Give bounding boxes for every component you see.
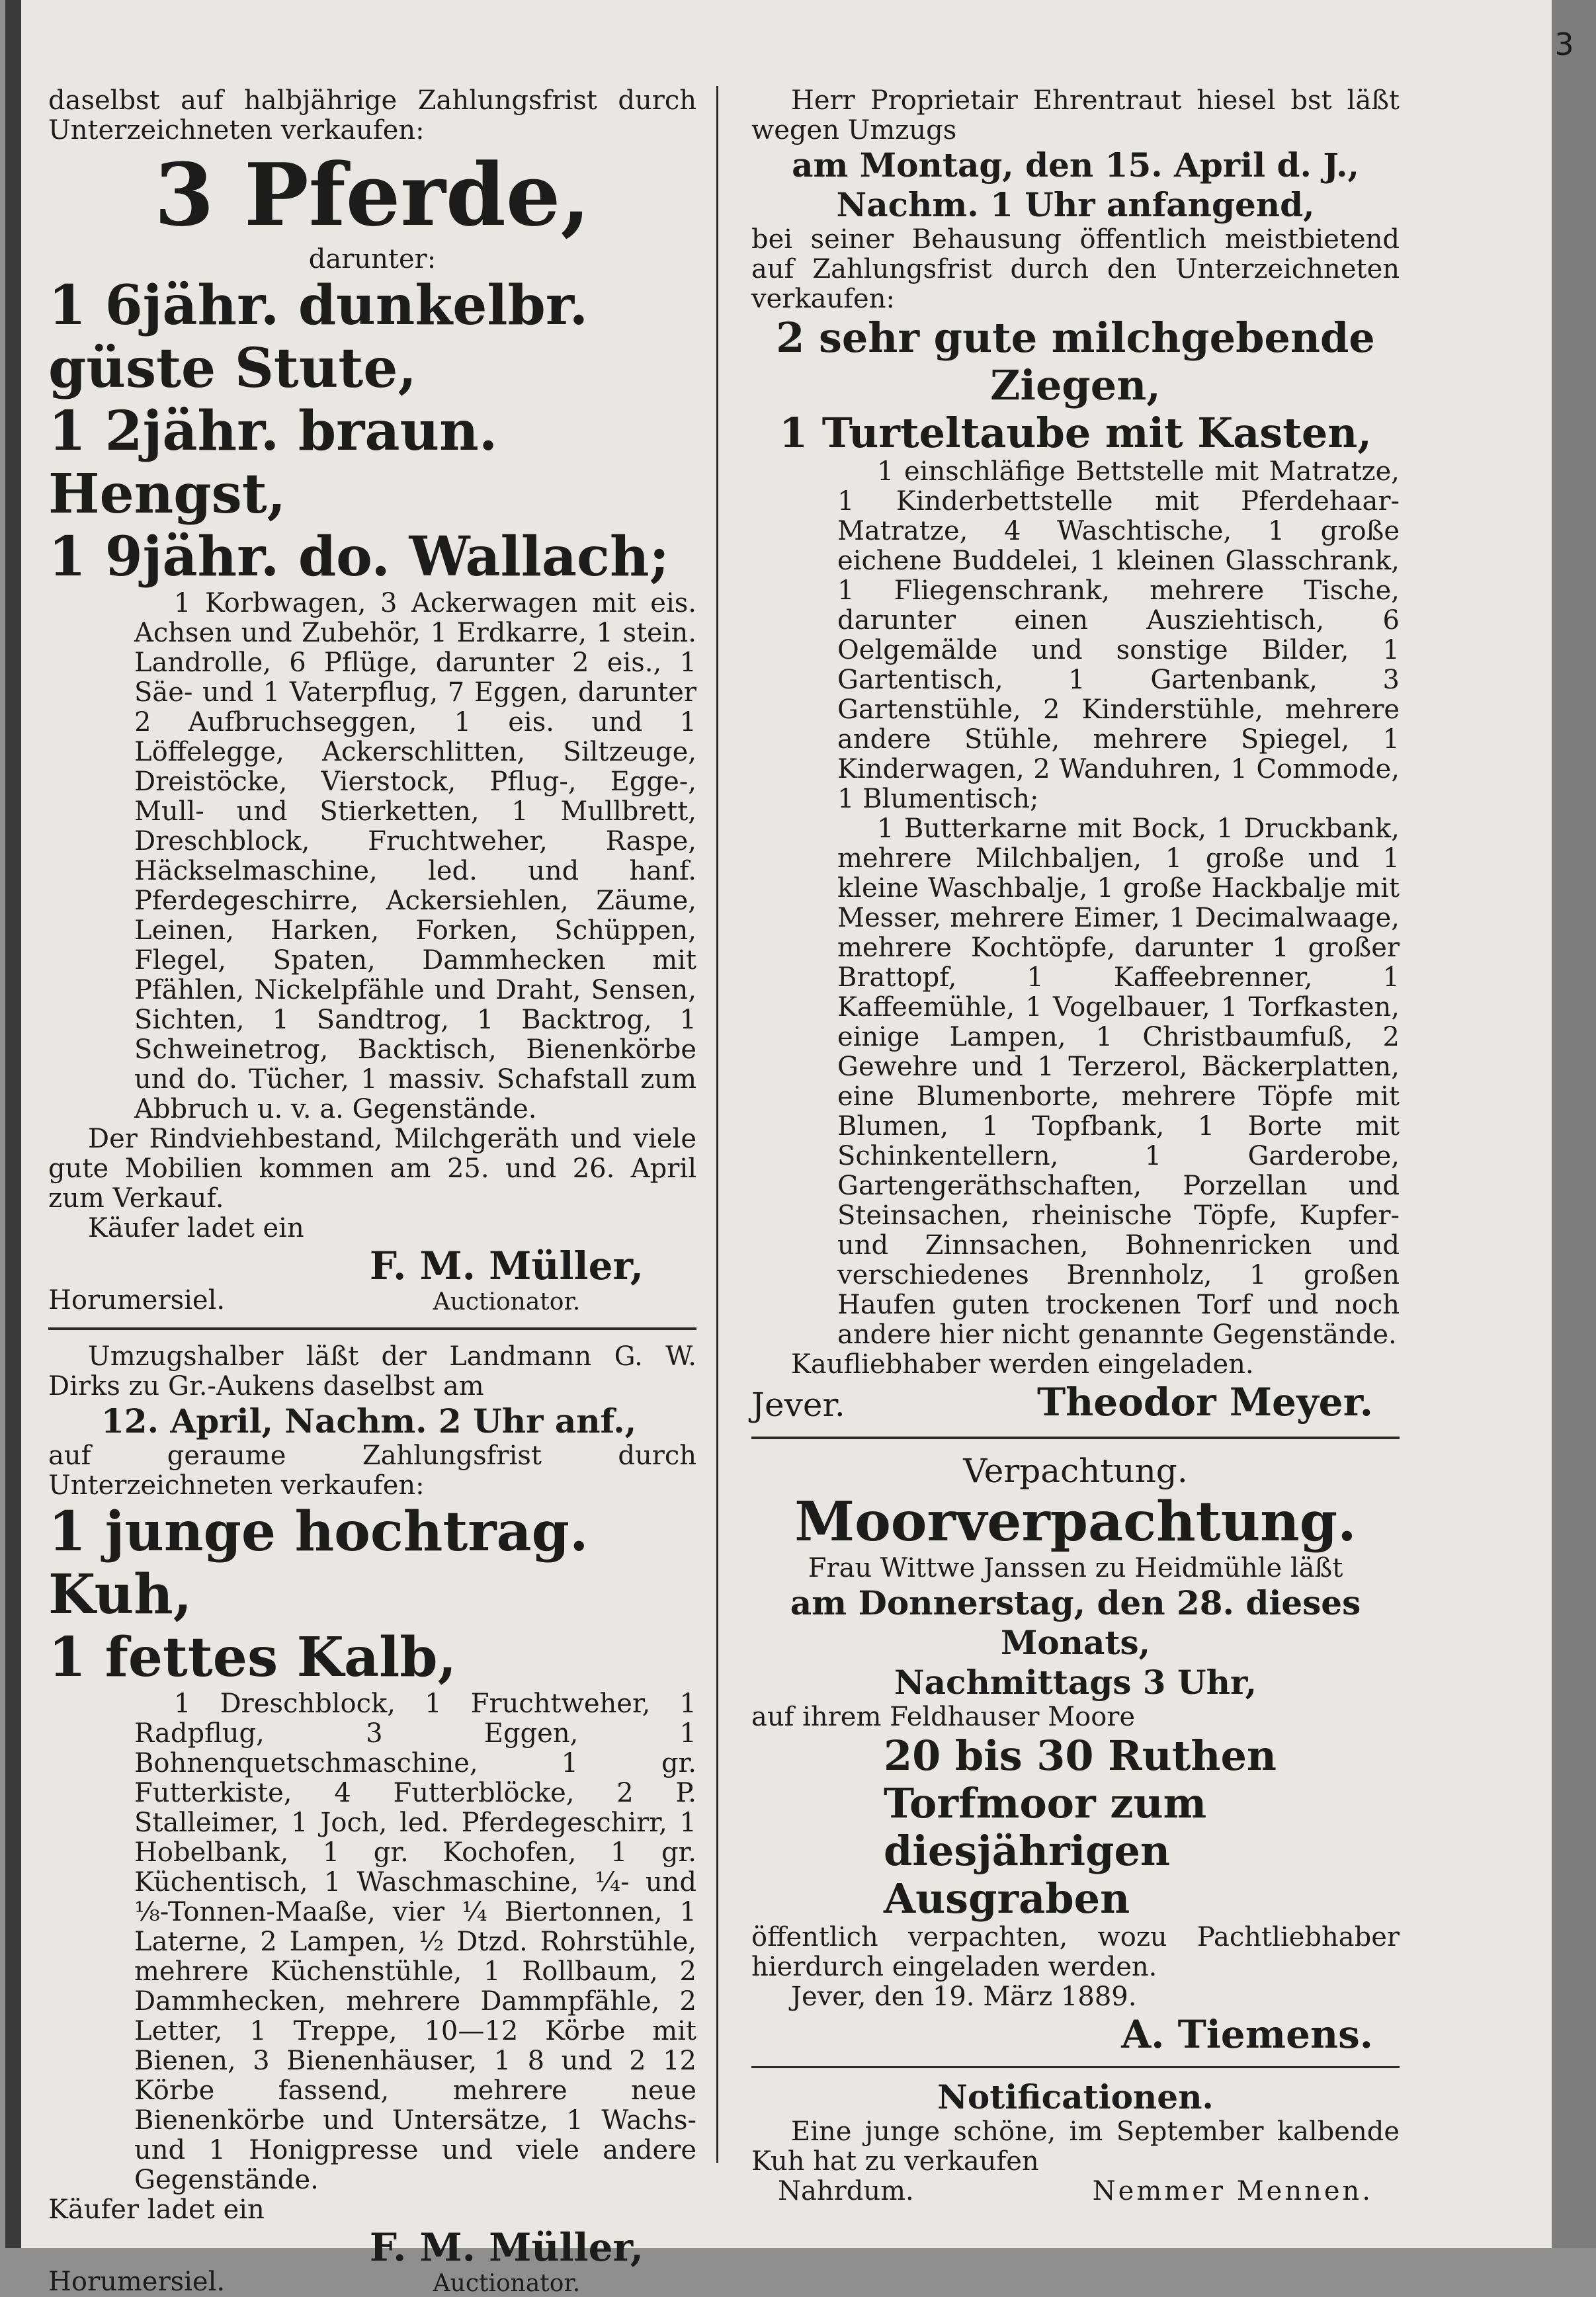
ad-note: Der Rindviehbestand, Milchgeräth und viele gute Mobilien kommen am 25. und 26. April zum Verkauf. (48, 1124, 696, 1214)
right-column (751, 86, 1400, 2206)
ad-location: auf ihrem Feldhauser Moore (751, 1702, 1136, 1732)
signer-title: Auctionator. (433, 1288, 581, 1316)
ad-place: Horumersiel. (48, 1285, 226, 1316)
ad-invite: Käufer ladet ein (88, 1213, 304, 1243)
page-left-edge (5, 0, 21, 2248)
ad-terms: bei seiner Behausung öffentlich meistbietend auf Zahlungsfrist durch den Unterzeichneten verkaufen: (751, 224, 1400, 314)
ad-household (751, 86, 1400, 1425)
ad-horses (48, 86, 696, 1316)
signer-name: Nemmer Mennen. (1092, 2176, 1373, 2206)
ad-place: Nahrdum. (778, 2176, 914, 2206)
ad-item-line: 1 9jähr. do. Wallach; (48, 525, 669, 589)
ad-items: 1 Dreschblock, 1 Fruchtweher, 1 Radpflug, 3 Eggen, 1 Bohnenquetschmaschine, 1 gr. Futterkiste, 4 Futterblöcke, 2 P. Stalleimer, 1 Joch, led. Pferdegeschirr, 1 Hobelbank, 1 gr. Kochofen, 1 gr. Küchentisch, 1 Waschmaschine, ¼- und ⅛-Tonnen-Maaße, vier ¼ Biertonnen, 1 Laterne, 2 Lampen, ½ Dtzd. Rohrstühle, mehrere Küchenstühle, 1 Rollbaum, 2 Dammhecken, mehrere Dammpfähle, 2 Letter, 1 Treppe, 10—12 Körbe mit Bienen, 3 Bienenhäuser, 1 8 und 2 12 Körbe fassend, mehrere neue Bienenkörbe und Untersätze, 1 Wachs- und 1 Honigpresse und viele andere Gegenstände. (134, 1689, 696, 2195)
ad-signature (48, 1243, 696, 1316)
section-heading: Notificationen. (937, 2077, 1214, 2116)
page-right-edge (1552, 0, 1596, 2248)
ad-item-line: 1 6jähr. dunkelbr. güste Stute, (48, 274, 589, 400)
section-rule (751, 2066, 1400, 2068)
section-heading: Verpachtung. (963, 1452, 1188, 1490)
ad-terms: öffentlich verpachten, wozu Pachtliebhaber hierdurch eingeladen werden. (751, 1922, 1400, 1982)
ad-dateline: Jever, den 19. März 1889. (791, 1982, 1137, 2012)
ad-headline: Moorverpachtung. (794, 1490, 1357, 1554)
section-rule (751, 1437, 1400, 1439)
ad-item-line: 2 sehr gute milchgebende Ziegen, (776, 313, 1375, 409)
ad-invite: Käufer ladet ein (48, 2194, 265, 2225)
ad-text: Eine junge schöne, im September kalbende Kuh hat zu verkaufen (751, 2116, 1400, 2177)
ad-date: am Montag, den 15. April d. J., (792, 146, 1359, 185)
ad-item-line: 1 junge hochtrag. Kuh, (48, 1500, 589, 1626)
ad-date: am Donnerstag, den 28. dieses Monats, (790, 1583, 1361, 1662)
ad-item-line: 1 2jähr. braun. Hengst, (48, 399, 498, 526)
signer-name: Theodor Meyer. (1036, 1380, 1373, 1425)
ad-headline: 3 Pferde, (154, 144, 591, 245)
ad-place: Jever. (751, 1386, 845, 1424)
ad-intro: daselbst auf halbjährige Zahlungsfrist durch Unterzeichneten verkaufen: (48, 85, 696, 146)
page-number: 3 (1554, 26, 1574, 62)
ad-cattle (48, 1342, 696, 2297)
ad-place: Horumersiel. (48, 2267, 226, 2297)
ad-notification (751, 2077, 1400, 2206)
signer-name: A. Tiemens. (1121, 2012, 1373, 2057)
ad-terms: auf geraume Zahlungsfrist durch Unterzeichneten verkaufen: (48, 1441, 696, 1501)
ad-invite: Kaufliebhaber werden eingeladen. (791, 1349, 1254, 1380)
ad-intro: Herr Proprietair Ehrentraut hiesel bst läßt wegen Umzugs (751, 85, 1400, 146)
ad-item-line: 20 bis 30 Ruthen Torfmoor zum diesjährigen Ausgraben (884, 1732, 1277, 1923)
ad-intro: Umzugshalber läßt der Landmann G. W. Dirks zu Gr.-Aukens daselbst am (48, 1341, 696, 1401)
ad-item-line: 1 Turteltaube mit Kasten, (779, 409, 1372, 457)
ad-date: Nachm. 1 Uhr anfangend, (836, 185, 1315, 224)
section-rule (48, 1327, 696, 1330)
ad-items: 1 Butterkarne mit Bock, 1 Druckbank, mehrere Milchbaljen, 1 große und 1 kleine Waschbalje, 1 große Hackbalje mit Messer, mehrere Eimer, 1 Decimalwaage, mehrere Kochtöpfe, darunter 1 großer Brattopf, 1 Kaffeebrenner, 1 Kaffeemühle, 1 Vogelbauer, 1 Torfkasten, einige Lampen, 1 Christbaumfuß, 2 Gewehre und 1 Terzerol, Bäckerplatten, eine Blumenborte, mehrere Töpfe mit Blumen, 1 Topfbank, 1 Borte mit Schinkentellern, 1 Garderobe, Gartengeräthschaften, Porzellan und Steinsachen, rheinische Töpfe, Kupfer- und Zinnsachen, Bohnenricken und verschiedenes Brennholz, 1 großen Haufen guten trockenen Torf und noch andere hier nicht genannte Gegenstände. (837, 814, 1400, 1350)
signer-name: F. M. Müller, (369, 2225, 644, 2270)
newspaper-page (5, 0, 1552, 2297)
signer-name: F. M. Müller, (369, 1243, 644, 1288)
ad-date: Nachmittags 3 Uhr, (894, 1663, 1257, 1702)
ad-sub: darunter: (308, 244, 437, 274)
ad-items: 1 Korbwagen, 3 Ackerwagen mit eis. Achsen und Zubehör, 1 Erdkarre, 1 stein. Landrolle, 6 Pflüge, darunter 2 eis., 1 Säe- und 1 Vaterpflug, 7 Eggen, darunter 2 Aufbruchseggen, 1 eis. und 1 Löffelegge, Ackerschlitten, Siltzeuge, Dreistöcke, Vierstock, Pflug-, Egge-, Mull- und Stierketten, 1 Mullbrett, Dreschblock, Fruchtweher, Raspe, Häckselmaschine, led. und hanf. Pferdegeschirre, Ackersiehlen, Zäume, Leinen, Harken, Forken, Schüppen, Flegel, Spaten, Dammhecken mit Pfählen, Nickelpfähle und Draht, Sensen, Sichten, 1 Sandtrog, 1 Backtrog, 1 Schweinetrog, Backtisch, Bienenkörbe und do. Tücher, 1 massiv. Schafstall zum Abbruch u. v. a. Gegenstände. (134, 588, 696, 1124)
ad-items: 1 einschläfige Bettstelle mit Matratze, 1 Kinderbettstelle mit Pferdehaar-Matratze, 4 Waschtische, 1 große eichene Buddelei, 1 kleinen Glasschrank, 1 Fliegenschrank, mehrere Tische, darunter einen Ausziehtisch, 6 Oelgemälde und sonstige Bilder, 1 Gartentisch, 1 Gartenbank, 3 Gartenstühle, 2 Kinderstühle, mehrere andere Stühle, mehrere Spiegel, 1 Kinderwagen, 2 Wanduhren, 1 Commode, 1 Blumentisch; (837, 456, 1400, 814)
left-column (48, 86, 696, 2297)
ad-item-line: 1 fettes Kalb, (48, 1626, 457, 1689)
ad-signature (751, 2177, 1400, 2206)
ad-date: 12. April, Nachm. 2 Uhr anf., (101, 1401, 637, 1441)
ad-moor-lease (751, 1451, 1400, 2057)
ad-intro: Frau Wittwe Janssen zu Heidmühle läßt (808, 1553, 1343, 1583)
signer-title: Auctionator. (433, 2270, 581, 2297)
ad-signature (48, 2225, 696, 2297)
column-divider (716, 86, 718, 2163)
ad-signature (751, 1380, 1400, 1425)
